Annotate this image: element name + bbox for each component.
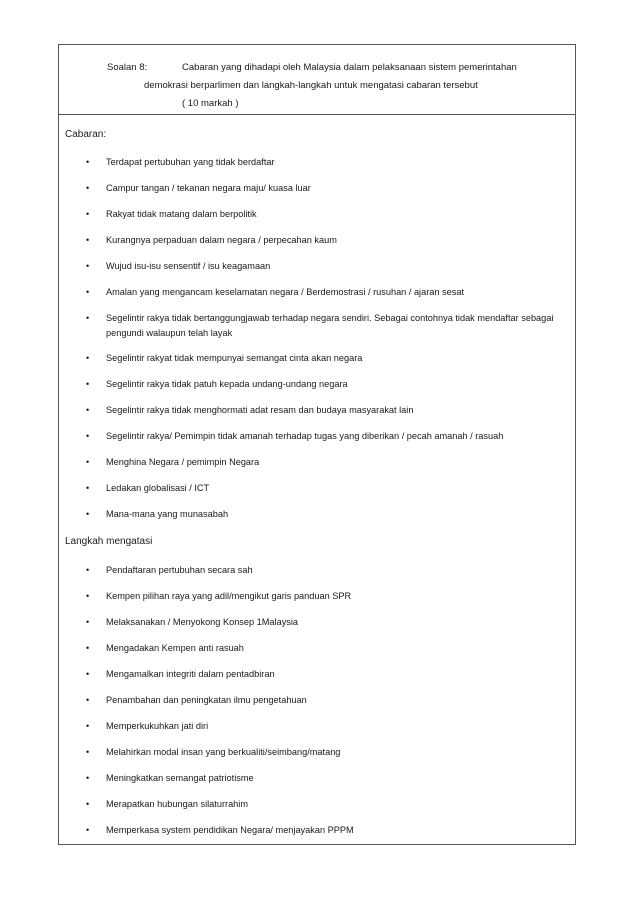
question-marks: ( 10 markah )	[182, 98, 239, 109]
answer-frame	[58, 44, 576, 845]
question-text-line-1: Cabaran yang dihadapi oleh Malaysia dalam pelaksanaan sistem pemerintahan	[182, 62, 517, 73]
cabaran-item-text: Wujud isu-isu sensentif / isu keagamaan	[106, 261, 271, 271]
cabaran-item-text: Segelintir rakya tidak patuh kepada undang-undang negara	[106, 379, 348, 389]
bullet-icon: •	[86, 483, 90, 493]
bullet-icon: •	[86, 669, 90, 679]
bullet-icon: •	[86, 235, 90, 245]
question-header	[59, 45, 575, 115]
bullet-icon: •	[86, 773, 90, 783]
langkah-item-text: Pendaftaran pertubuhan secara sah	[106, 565, 253, 575]
bullet-icon: •	[86, 379, 90, 389]
cabaran-item-text: Ledakan globalisasi / ICT	[106, 483, 210, 493]
bullet-icon: •	[86, 825, 90, 835]
bullet-icon: •	[86, 747, 90, 757]
question-text-line-2: demokrasi berparlimen dan langkah-langkah untuk mengatasi cabaran tersebut	[144, 80, 478, 91]
bullet-icon: •	[86, 617, 90, 627]
cabaran-item-text: Mana-mana yang munasabah	[106, 509, 229, 519]
bullet-icon: •	[86, 643, 90, 653]
cabaran-item-text: Kurangnya perpaduan dalam negara / perpecahan kaum	[106, 235, 337, 245]
bullet-icon: •	[86, 509, 90, 519]
bullet-icon: •	[86, 313, 90, 323]
bullet-icon: •	[86, 799, 90, 809]
bullet-icon: •	[86, 183, 90, 193]
bullet-icon: •	[86, 457, 90, 467]
bullet-icon: •	[86, 353, 90, 363]
bullet-icon: •	[86, 565, 90, 575]
langkah-item-text: Kempen pilihan raya yang adil/mengikut garis panduan SPR	[106, 591, 352, 601]
langkah-item-text: Memperkukuhkan jati diri	[106, 721, 209, 731]
bullet-icon: •	[86, 591, 90, 601]
langkah-item-text: Penambahan dan peningkatan ilmu pengetahuan	[106, 695, 307, 705]
cabaran-item-text: Menghina Negara / pemimpin Negara	[106, 457, 260, 467]
cabaran-item-text: Terdapat pertubuhan yang tidak berdaftar	[106, 157, 275, 167]
langkah-item-text: Memperkasa system pendidikan Negara/ menjayakan PPPM	[106, 825, 354, 835]
cabaran-item-text: Segelintir rakya/ Pemimpin tidak amanah terhadap tugas yang diberikan / pecah amanah / rasuah	[106, 431, 504, 441]
bullet-icon: •	[86, 431, 90, 441]
bullet-icon: •	[86, 157, 90, 167]
cabaran-item-text: Segelintir rakyat tidak mempunyai semangat cinta akan negara	[106, 353, 363, 363]
langkah-item-text: Merapatkan hubungan silaturrahim	[106, 799, 248, 809]
question-number: Soalan 8:	[107, 62, 148, 73]
cabaran-item-text: Segelintir rakya tidak menghormati adat resam dan budaya masyarakat lain	[106, 405, 414, 415]
langkah-item-text: Mengamalkan integriti dalam pentadbiran	[106, 669, 275, 679]
bullet-icon: •	[86, 695, 90, 705]
cabaran-heading: Cabaran:	[65, 129, 107, 140]
bullet-icon: •	[86, 209, 90, 219]
cabaran-item-text: Amalan yang mengancam keselamatan negara / Berdemostrasi / rusuhan / ajaran sesat	[106, 287, 464, 297]
cabaran-item-text: Campur tangan / tekanan negara maju/ kuasa luar	[106, 183, 311, 193]
langkah-item-text: Melahirkan modal insan yang berkualiti/seimbang/matang	[106, 747, 341, 757]
langkah-item-text: Mengadakan Kempen anti rasuah	[106, 643, 244, 653]
langkah-item-text: Meningkatkan semangat patriotisme	[106, 773, 254, 783]
langkah-item-text: Melaksanakan / Menyokong Konsep 1Malaysia	[106, 617, 299, 627]
cabaran-item-text: Rakyat tidak matang dalam berpolitik	[106, 209, 257, 219]
bullet-icon: •	[86, 261, 90, 271]
cabaran-item-text: Segelintir rakya tidak bertanggungjawab terhadap negara sendiri. Sebagai contohnya tidak mendaftar sebagai pengundi walaupun telah layak	[106, 313, 554, 338]
bullet-icon: •	[86, 721, 90, 731]
bullet-icon: •	[86, 287, 90, 297]
langkah-heading: Langkah mengatasi	[65, 536, 153, 547]
bullet-icon: •	[86, 405, 90, 415]
